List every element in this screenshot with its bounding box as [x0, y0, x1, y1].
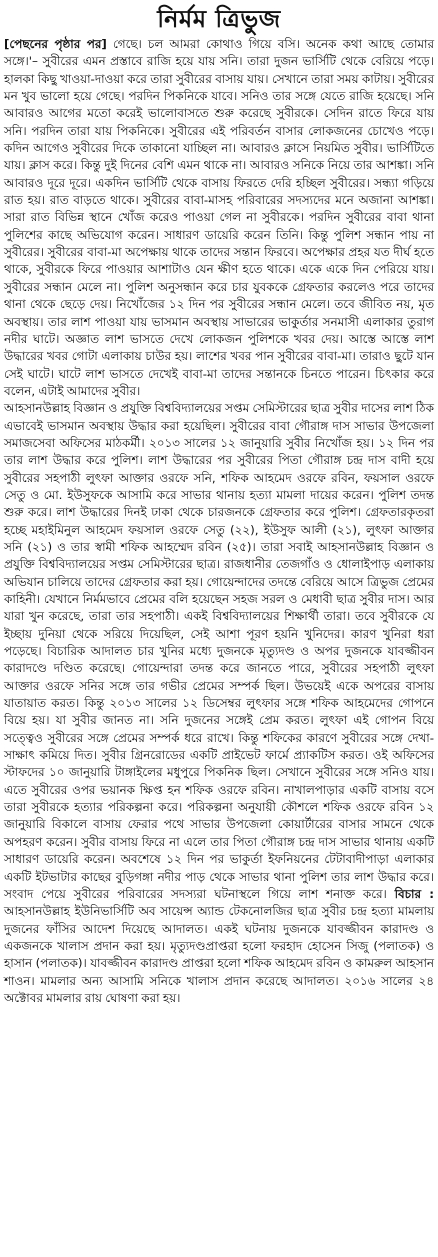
paragraph-1-text: গেছে। চল আমরা কোথাও গিয়ে বসি। অনেক কথা আছে তোমার সঙ্গে।'– সুবীরের এমন প্রস্তাবে রাজি হয়ে যায় সনি। তারা দুজন ভার্সিটি থেকে বেরিয়ে পড়ে। হালকা কিছু খাওয়া-দাওয়া করে তারা সুবীরের বাসায় যায়। সেখানে তারা সময় কাটায়। সুবীরের মন খুব ভালো হয়ে গেছে। পরদিন পিকনিকে যাবে। সনিও তার সঙ্গে যেতে রাজি হয়েছে। সনি আবারও আগের মতো করেই ভালোবাসতে শুরু করেছে সুবীরকে। সেদিন রাতে ফিরে যায় সনি। পরদিন তারা যায় পিকনিকে। সুবীরের এই পরিবর্তন বাসার লোকজনের চোখেও পড়ে। কদিন আগেও সুবীরের দিকে তাকানো যাচ্ছিল না। আবারও ক্লাসে নিয়মিত সুবীর। ভার্সিটিতে যায়। ক্লাস করে। কিন্তু দুই দিনের বেশি এমন থাকে না। আবারও সনিকে নিয়ে তার আশঙ্কা। সনি আবারও দূরে দূরে। একদিন ভার্সিটি থেকে বাসায় ফিরতে দেরি হচ্ছিল সুবীরের। সন্ধ্যা গড়িয়ে রাত হয়। রাত বাড়তে থাকে। সুবীরের বাবা-মাসহ পরিবারের সদস্যদের মনে অজানা আশঙ্কা। সারা রাত বিভিন্ন স্থানে খোঁজ করেও পাওয়া গেল না সুবীরকে। পরদিন সুবীরের বাবা থানা পুলিশের কাছে অভিযোগ করেন। সাধারণ ডায়েরি করেন তিনি। কিন্তু পুলিশ সন্ধান পায় না সুবীরের। সুবীরের বাবা-মা অপেক্ষায় থাকে তাদের সন্তান ফিরবে। অপেক্ষার প্রহর যত দীর্ঘ হতে থাকে, সুবীরকে ফিরে পাওয়ার আশাটাও যেন ক্ষীণ হতে থাকে। একে একে দিন পেরিয়ে যায়। সুবীরের সন্ধান মেলে না। পুলিশ অনুসন্ধান করে চার যুবককে গ্রেফতার করলেও পরে তাদের থানা থেকে ছেড়ে দেয়। নিখোঁজের ১২ দিন পর সুবীরের সন্ধান মেলে। তবে জীবিত নয়, মৃত অবস্থায়। তার লাশ পাওয়া যায় ভাসমান অবস্থায় সাভারের ভাকুর্তার সনমাসী এলাকার তুরাগ নদীর ঘাটে। অজ্ঞাত লাশ ভাসতে দেখে লোকজন পুলিশকে খবর দেয়। আস্তে আস্তে লাশ উদ্ধারের খবর গোটা এলাকায় চাউর হয়। লাশের খবর পান সুবীরের বাবা-মা। তারাও ছুটে যান সেই ঘাটে। ঘাটে লাশ ভাসতে দেখেই বাবা-মা তাদের সন্তানকে চিনতে পারেন। চিৎকার করে বলেন, এটাই আমাদের সুবীর। [4, 37, 434, 398]
paragraph-1 [4, 36, 434, 400]
article-title: নির্মম ত্রিভুজ [157, 5, 281, 33]
verdict-label: বিচার : [394, 886, 435, 901]
paragraph-2 [4, 400, 434, 1007]
verdict-text: আহসানউল্লাহ ইউনিভার্সিটি অব সায়েন্স অ্যান্ড টেকনোলজির ছাত্র সুবীর চন্দ্র হত্যা মামলায় দুজনের ফাঁসির আদেশ দিয়েছে আদালত। একই ঘটনায় দুজনকে যাবজ্জীবন কারাদণ্ড ও একজনকে খালাস প্রদান করা হয়। মৃত্যুদণ্ডপ্রাপ্তরা হলো ফরহাদ হোসেন সিজু (পলাতক) ও হাসান (পলাতক)। যাবজ্জীবন কারাদণ্ড প্রাপ্তরা হলো শফিক আহমেদ রবিন ও কামরুল আহসান শাওন। মামলার অন্য আসামি সনিকে খালাস প্রদান করেছে আদালত। ২০১৬ সালের ২৪ অক্টোবর মামলার রায় ঘোষণা করা হয়। [4, 904, 434, 1005]
article-body [4, 36, 434, 1007]
continued-from-tag: [পেছনের পৃষ্ঠার পর] [4, 37, 107, 51]
paragraph-2-text: আহসানউল্লাহ বিজ্ঞান ও প্রযুক্তি বিশ্ববিদ্যালয়ের সপ্তম সেমিস্টারের ছাত্র সুবীর দাসের লাশ ঠিক এভাবেই ভাসমান অবস্থায় উদ্ধার করা হয়েছিল। সুবীরের বাবা গৌরাঙ্গ দাস সাভার উপজেলা সমাজসেবা অফিসের মাঠকর্মী। ২০১৩ সালের ১২ জানুয়ারি সুবীর নিখোঁজ হয়। ১২ দিন পর তার লাশ উদ্ধার করে পুলিশ। লাশ উদ্ধারের পর সুবীরের পিতা গৌরাঙ্গ চন্দ্র দাস বাদী হয়ে সুবীরের সহপাঠী লুৎফা আক্তার ওরফে সনি, শফিক আহমেদ ওরফে রবিন, ফয়সাল ওরফে সেতু ও মো. ইউসুফকে আসামি করে সাভার থানায় হত্যা মামলা দায়ের করেন। পুলিশ তদন্ত শুরু করে। লাশ উদ্ধারের দিনই ঢাকা থেকে চারজনকে গ্রেফতার করে পুলিশ। গ্রেফতারকৃতরা হচ্ছে মহাইমিনুল আহমেদ ফয়সাল ওরফে সেতু (২২), ইউসুফ আলী (২১), লুৎফা আক্তার সনি (২১) ও তার স্বামী শফিক আহম্মেদ রবিন (২৫)। তারা সবাই আহসানউল্লাহ বিজ্ঞান ও প্রযুক্তি বিশ্ববিদ্যালয়ের সপ্তম সেমিস্টারের ছাত্র। রাজধানীর তেজগাঁও ও ধোলাইপাড় এলাকায় অভিযান চালিয়ে তাদের গ্রেফতার করা হয়। গোয়েন্দাদের তদন্তে বেরিয়ে আসে ত্রিভুজ প্রেমের কাহিনী। যেখানে নির্মমভাবে প্রেমের বলি হয়েছেন সহজ সরল ও মেধাবী ছাত্র সুবীর দাস। আর যারা খুন করেছে, তারা তার সহপাঠী। একই বিশ্ববিদ্যালয়ের শিক্ষার্থী তারা। তবে সুবীরকে যে ইচ্ছায় দুনিয়া থেকে সরিয়ে দিয়েছিল, সেই আশা পূরণ হয়নি খুনিদের। কারণ খুনিরা ধরা পড়েছে। বিচারিক আদালত চার খুনির মধ্যে দুজনকে মৃত্যুদণ্ড ও অপর দুজনকে যাবজ্জীবন কারাদণ্ডে দণ্ডিত করেছে। গোয়েন্দারা তদন্ত করে জানতে পারে, সুবীরের সহপাঠী লুৎফা আক্তার ওরফে সনির সঙ্গে তার গভীর প্রেমের সম্পর্ক ছিল। উভয়েই একে অপরের বাসায় যাতায়াত করত। কিন্তু ২০১৩ সালের ১২ ডিসেম্বর লুৎফার সঙ্গে শফিক আহমেদের গোপনে বিয়ে হয়। যা সুবীর জানত না। সনি দুজনের সঙ্গেই প্রেম করত। লুৎফা এই গোপন বিয়ে সত্ত্বেও সুবীরের সঙ্গে প্রেমের সম্পর্ক ধরে রাখে। কিন্তু শফিকের কারণে সুবীরের সঙ্গে দেখা-সাক্ষাৎ কমিয়ে দিত। সুবীর গ্রিনরোডের একটি প্রাইভেট ফার্মে প্র্যাকটিস করত। ওই অফিসের স্টাফদের ১০ জানুয়ারি টাঙ্গাইলের মধুপুরে পিকনিক ছিল। সেখানে সুবীরের সঙ্গে সনিও যায়। এতে সুবীরের ওপর ভয়ানক ক্ষিপ্ত হন শফিক ওরফে রবিন। নাখালপাড়ার একটি বাসায় বসে তারা সুবীরকে হত্যার পরিকল্পনা করে। পরিকল্পনা অনুযায়ী কৌশলে শফিক ওরফে রবিন ১২ জানুয়ারি বিকালে বাসায় ফেরার পথে সাভার উপজেলা কোয়ার্টারের বাসার সামনে থেকে অপহরণ করেন। সুবীর বাসায় ফিরে না এলে তার পিতা গৌরাঙ্গ চন্দ্র দাস সাভার থানায় একটি সাধারণ ডায়েরি করেন। অবশেষে ১২ দিন পর ভাকুর্তা ইফনিয়নের টেটাবাদীপাড়া এলাকার একটি ইটভাটার কাছের বুড়িগঙ্গা নদীর পাড় থেকে সাভার থানা পুলিশ তার লাশ উদ্ধার করে। সংবাদ পেয়ে সুবীরের পরিবারের সদস্যরা ঘটনাস্থলে গিয়ে লাশ শনাক্ত করে। [4, 401, 434, 901]
